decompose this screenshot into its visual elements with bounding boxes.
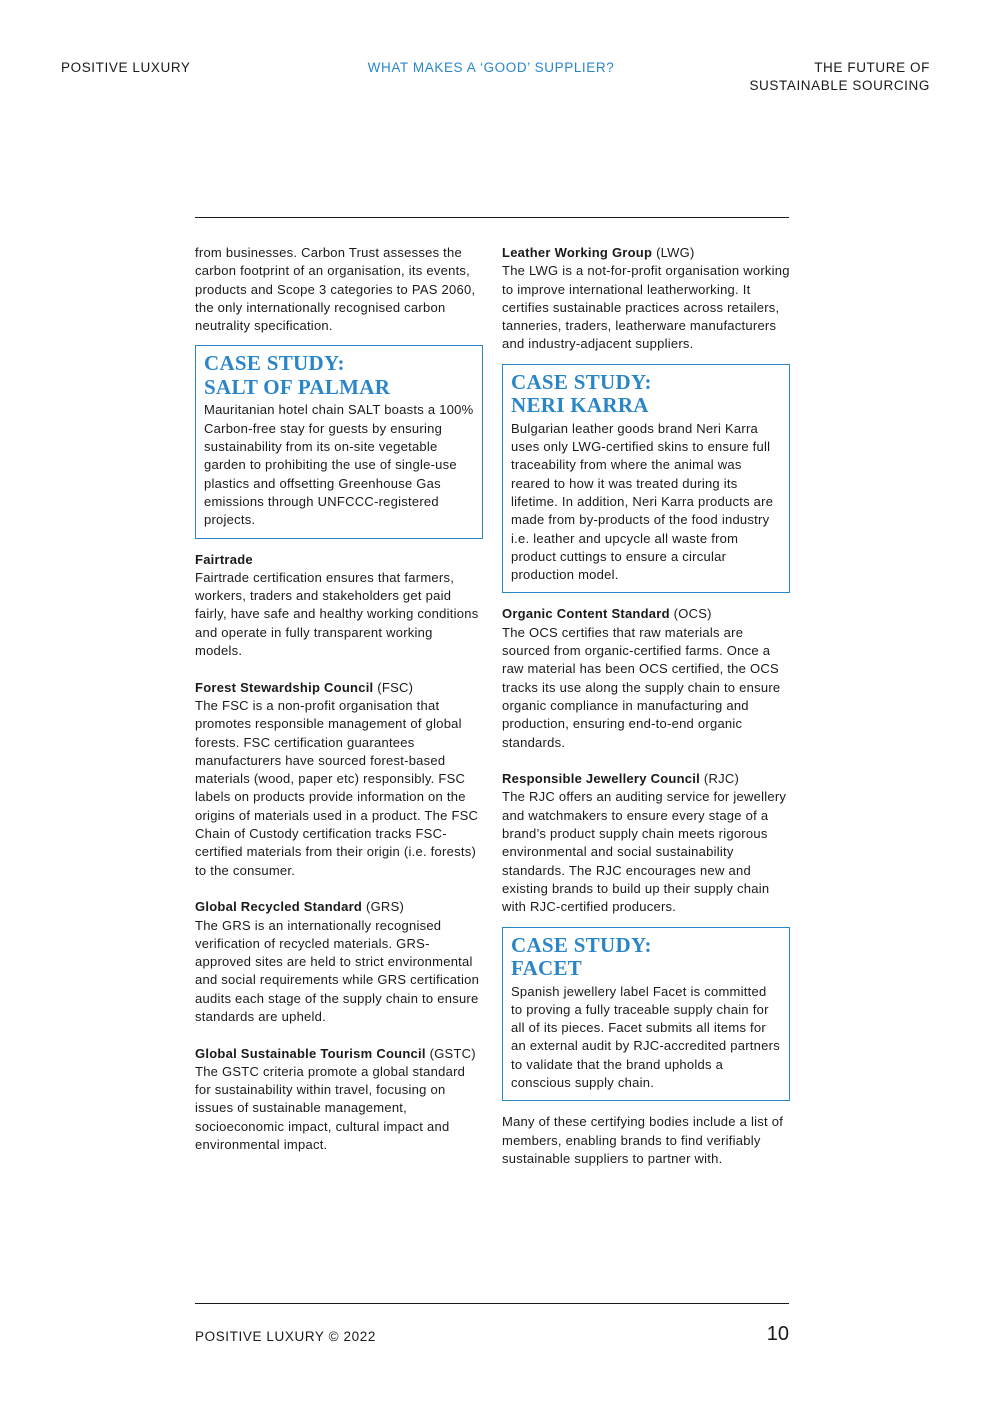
- section-abbr: (RJC): [703, 771, 740, 787]
- section-fsc: [195, 679, 483, 880]
- case-study-name: FACET: [511, 956, 583, 980]
- section-abbr: (OCS): [673, 606, 712, 622]
- case-study-label: CASE STUDY:: [511, 369, 652, 394]
- section-body: The GRS is an internationally recognised verification of recycled materials. GRS-approved sites are held to strict environmental and social requirements while GRS certification audits each stage of the supply chain to ensure standards are upheld.: [195, 917, 480, 1024]
- header-section-title: WHAT MAKES A ‘GOOD’ SUPPLIER?: [367, 60, 615, 75]
- section-heading: Fairtrade: [195, 551, 253, 567]
- page-number: 10: [766, 1323, 789, 1345]
- header-report-title-line2: SUSTAINABLE SOURCING: [749, 78, 930, 93]
- case-study-name: NERI KARRA: [511, 393, 649, 418]
- case-study-name: SALT OF PALMAR: [204, 374, 391, 399]
- section-body: The LWG is a not-for-profit organisation working to improve international leatherworking. It certifies sustainable practices across retailers, tanneries, traders, leatherware manufacturers and industry-adjacent suppliers.: [502, 263, 790, 352]
- section-heading: Organic Content Standard: [502, 606, 670, 622]
- right-column: [502, 244, 790, 1168]
- case-study-salt-of-palmar: [195, 345, 483, 538]
- header-report-title: [749, 59, 930, 95]
- bottom-divider: [195, 1303, 789, 1304]
- closing-paragraph: Many of these certifying bodies include a list of members, enabling brands to find verifiably sustainable suppliers to partner with.: [502, 1114, 784, 1166]
- carbon-trust-continued: from businesses. Carbon Trust assesses the carbon footprint of an organisation, its events, products and Scope 3 categories to PAS 2060, the only internationally recognised carbon neutrality specification.: [195, 245, 476, 334]
- header-brand: POSITIVE LUXURY: [61, 60, 191, 75]
- section-body: Fairtrade certification ensures that farmers, workers, traders and stakeholders get paid fairly, have safe and healthy working conditions and operate in fully transparent working models.: [195, 569, 479, 659]
- section-heading: Leather Working Group: [502, 245, 653, 260]
- section-abbr: (GRS): [365, 899, 405, 915]
- section-ocs: [502, 605, 790, 751]
- case-study-title: [204, 352, 474, 399]
- case-study-title: [511, 934, 781, 981]
- section-abbr: (FSC): [377, 679, 414, 695]
- section-heading: Global Sustainable Tourism Council: [195, 1045, 426, 1061]
- section-lwg: [502, 244, 790, 354]
- section-abbr: (GSTC): [429, 1045, 476, 1061]
- section-heading: Responsible Jewellery Council: [502, 771, 700, 787]
- section-rjc: [502, 770, 790, 916]
- section-body: The GSTC criteria promote a global standard for sustainability within travel, focusing on issues of sustainable management, socioeconomic impact, cultural impact and environmental impact.: [195, 1063, 466, 1153]
- section-body: The RJC offers an auditing service for jewellery and watchmakers to ensure every stage of a brand’s product supply chain meets rigorous environmental and social sustainability standards. The RJC encourages new and existing brands to build up their supply chain with RJC-certified producers.: [502, 789, 787, 915]
- case-study-neri-karra: [502, 364, 790, 594]
- section-gstc: [195, 1045, 483, 1155]
- section-heading: Forest Stewardship Council: [195, 679, 374, 695]
- case-study-label: CASE STUDY:: [204, 351, 345, 376]
- case-study-body: Mauritanian hotel chain SALT boasts a 100% Carbon-free stay for guests by ensuring sustainability from its on-site vegetable garden to prohibiting the use of single-use plastics and offsetting Greenhouse Gas emissions through UNFCCC-registered projects.: [204, 402, 474, 528]
- header-report-title-line1: THE FUTURE OF: [814, 60, 930, 75]
- section-body: The OCS certifies that raw materials are sourced from organic-certified farms. Once a raw material has been OCS certified, the OCS tracks its use along the supply chain to ensure organic compliance in manufacturing and production, ensuring end-to-end organic standards.: [502, 624, 781, 750]
- section-fairtrade: [195, 551, 483, 661]
- section-abbr: (LWG): [656, 245, 695, 260]
- case-study-label: CASE STUDY:: [511, 932, 652, 957]
- footer-copyright: POSITIVE LUXURY © 2022: [195, 1329, 376, 1344]
- section-body: The FSC is a non-profit organisation that promotes responsible management of global forests. FSC certification guarantees manufacturers have sourced forest-based materials (wood, paper etc) responsibly. FSC labels on products provide information on the origins of materials used in a product. The FSC Chain of Custody certification tracks FSC-certified materials from their origin (i.e. forests) to the consumer.: [195, 697, 479, 878]
- case-study-body: Bulgarian leather goods brand Neri Karra uses only LWG-certified skins to ensure full traceability from where the animal was reared to how it was treated during its lifetime. In addition, Neri Karra products are made from by-products of the food industry i.e. leather and upcycle all waste from product cuttings to ensure a circular production model.: [511, 420, 774, 583]
- top-divider: [195, 217, 789, 218]
- case-study-facet: [502, 927, 790, 1102]
- section-grs: [195, 898, 483, 1026]
- section-heading: Global Recycled Standard: [195, 899, 363, 915]
- left-column: [195, 244, 483, 1173]
- case-study-title: [511, 371, 781, 418]
- case-study-body: Spanish jewellery label Facet is committed to proving a fully traceable supply chain for all of its pieces. Facet submits all items for an external audit by RJC-accredited partners to validate that the brand upholds a conscious supply chain.: [511, 983, 780, 1090]
